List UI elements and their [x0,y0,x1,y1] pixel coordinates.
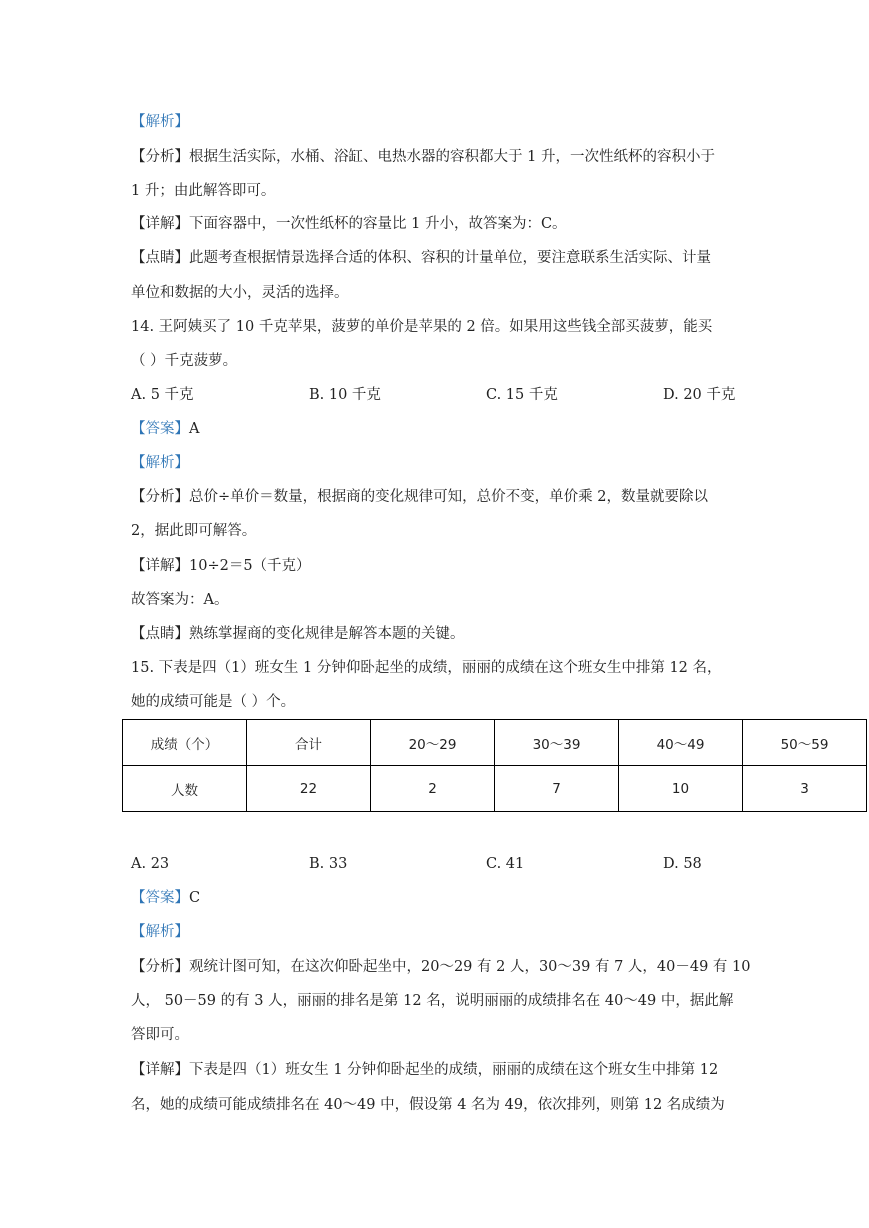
table-cell: 30～39 [495,720,619,766]
q15-answer-value: C [189,890,201,906]
q15-answer-tag: 【答案】 [131,890,189,906]
table-cell: 3 [743,766,867,812]
q13-dianjing-line-2: 单位和数据的大小，灵活的选择。 [131,285,349,301]
q14-fenxi-text-1: 总价÷单价＝数量，根据商的变化规律可知，总价不变，单价乘 2，数量就要除以 [189,489,708,505]
q13-xiangjie-text: 下面容器中，一次性纸杯的容量比 1 升小，故答案为：C。 [189,216,567,232]
q15-fenxi-line-1 [131,957,750,977]
q15-answer [131,888,200,908]
q15-option-a: A. 23 [131,856,170,872]
q14-dianjing-text: 熟练掌握商的变化规律是解答本题的关键。 [189,626,465,642]
q15-xiangjie-line-1 [131,1060,718,1080]
q14-answer-value: A [189,421,200,437]
q14-fenxi-line-2: 2，据此即可解答。 [131,523,257,539]
q14-xiangjie [131,556,311,576]
q14-jiexi-tag: 【解析】 [131,455,189,471]
table-cell: 50～59 [743,720,867,766]
q14-answer-tag: 【答案】 [131,421,189,437]
q15-fenxi-text-1: 观统计图可知，在这次仰卧起坐中，20～29 有 2 人，30～39 有 7 人，40－49 有 10 [189,959,751,975]
q15-xiangjie-text-1: 下表是四（1）班女生 1 分钟仰卧起坐的成绩，丽丽的成绩在这个班女生中排第 12 [189,1062,719,1078]
q15-option-c: C. 41 [486,856,525,872]
q14-fenxi-tag: 【分析】 [131,489,189,505]
table-cell: 22 [247,766,371,812]
q13-dianjing-line-1 [131,248,711,268]
q15-option-b: B. 33 [309,856,348,872]
q13-fenxi-tag: 【分析】 [131,149,189,165]
q14-xiangjie-line-2: 故答案为：A。 [131,592,229,608]
q13-dianjing-tag: 【点睛】 [131,250,189,266]
q14-stem-line-1: 14. 王阿姨买了 10 千克苹果，菠萝的单价是苹果的 2 倍。如果用这些钱全部买菠萝，能买 [131,319,713,335]
q15-xiangjie-tag: 【详解】 [131,1062,189,1078]
table-cell: 2 [371,766,495,812]
q14-stem-line-2: （ ）千克菠萝。 [131,353,238,369]
q15-jiexi-tag: 【解析】 [131,924,189,940]
table-cell: 10 [619,766,743,812]
q14-answer [131,419,199,439]
q13-fenxi-line-2: 1 升；由此解答即可。 [131,183,276,199]
q13-fenxi-text-1: 根据生活实际，水桶、浴缸、电热水器的容积都大于 1 升，一次性纸杯的容积小于 [189,149,715,165]
table-cell: 40～49 [619,720,743,766]
q13-jiexi-tag: 【解析】 [131,114,189,130]
q13-fenxi-line-1 [131,147,715,167]
q14-option-b: B. 10 千克 [309,387,381,403]
q15-stem-line-2: 她的成绩可能是（ ）个。 [131,694,296,710]
q14-dianjing-tag: 【点睛】 [131,626,189,642]
table-cell: 7 [495,766,619,812]
q14-xiangjie-text-1: 10÷2＝5（千克） [189,558,311,574]
table-cell: 成绩（个） [123,720,247,766]
q15-score-table [122,719,867,812]
q15-option-d: D. 58 [663,856,702,872]
q13-xiangjie [131,214,567,234]
q15-fenxi-tag: 【分析】 [131,959,189,975]
q14-option-a: A. 5 千克 [131,387,194,403]
table-cell: 20～29 [371,720,495,766]
table-cell: 合计 [247,720,371,766]
table-row [123,766,867,812]
q15-xiangjie-line-2: 名，她的成绩可能成绩排名在 40～49 中，假设第 4 名为 49，依次排列，则第 12 名成绩为 [131,1097,725,1113]
q15-fenxi-line-3: 答即可。 [131,1027,189,1043]
q13-dianjing-text-1: 此题考查根据情景选择合适的体积、容积的计量单位，要注意联系生活实际、计量 [189,250,711,266]
q14-xiangjie-tag: 【详解】 [131,558,189,574]
q13-xiangjie-tag: 【详解】 [131,216,189,232]
table-header-row [123,720,867,766]
q14-option-d: D. 20 千克 [663,387,736,403]
q14-option-c: C. 15 千克 [486,387,558,403]
table-cell: 人数 [123,766,247,812]
q14-fenxi-line-1 [131,487,708,507]
q15-fenxi-line-2: 人， 50－59 的有 3 人，丽丽的排名是第 12 名，说明丽丽的成绩排名在 40～49 中，据此解 [131,993,734,1009]
q15-stem-line-1: 15. 下表是四（1）班女生 1 分钟仰卧起坐的成绩，丽丽的成绩在这个班女生中排第 12 名， [131,660,722,676]
q14-dianjing [131,624,465,644]
